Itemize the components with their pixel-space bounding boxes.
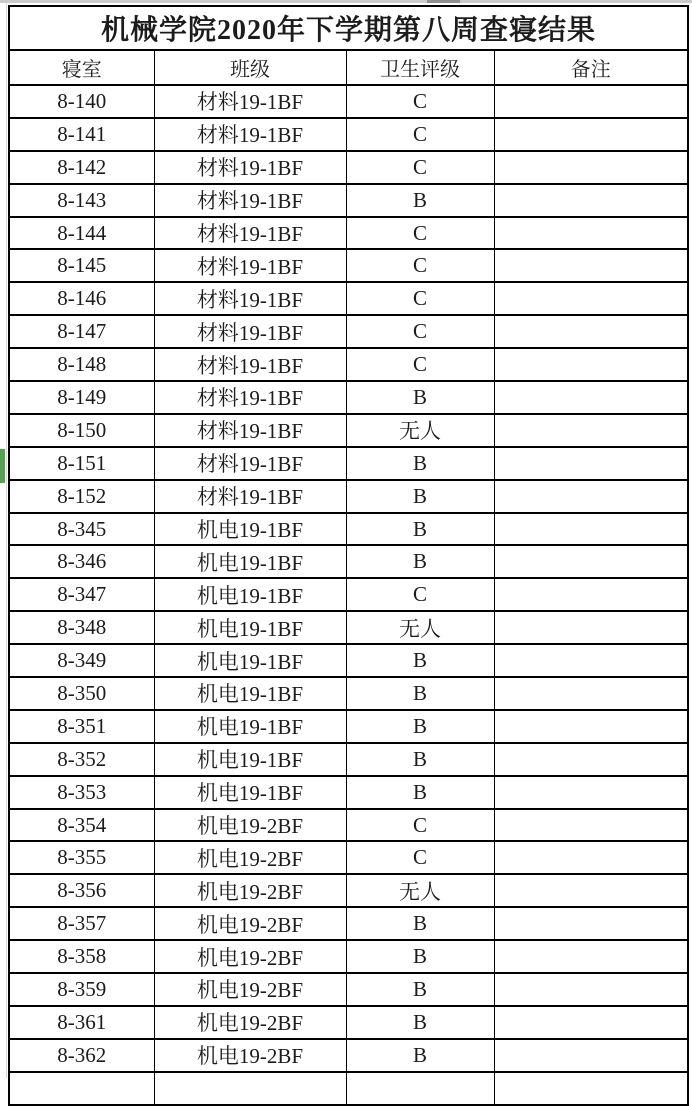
cell-class[interactable]: 机电19-1BF <box>154 545 346 578</box>
cell-dorm[interactable]: 8-149 <box>9 381 154 414</box>
cell-note[interactable] <box>494 940 688 973</box>
cell-class[interactable]: 材料19-1BF <box>154 315 346 348</box>
table-row <box>9 611 688 644</box>
cell-dorm[interactable]: 8-349 <box>9 644 154 677</box>
cell-note[interactable] <box>494 545 688 578</box>
cell-dorm[interactable]: 8-144 <box>9 217 154 250</box>
cell-class[interactable]: 材料19-1BF <box>154 348 346 381</box>
column-header-rating[interactable]: 卫生评级 <box>346 50 494 85</box>
table-row <box>9 874 688 907</box>
table-row <box>9 1039 688 1072</box>
table-row <box>9 348 688 381</box>
table-row <box>9 217 688 250</box>
cell-note[interactable] <box>494 644 688 677</box>
cell-rating[interactable]: B <box>346 973 494 1006</box>
table-row <box>9 809 688 842</box>
cell-class[interactable]: 材料19-1BF <box>154 414 346 447</box>
cell-note[interactable] <box>494 1039 688 1072</box>
cell-class[interactable]: 材料19-1BF <box>154 151 346 184</box>
cell-class[interactable]: 机电19-2BF <box>154 907 346 940</box>
cell-note[interactable] <box>494 348 688 381</box>
cell-dorm[interactable]: 8-361 <box>9 1006 154 1039</box>
cell-note[interactable] <box>494 1006 688 1039</box>
cell-rating[interactable]: B <box>346 677 494 710</box>
cell-note[interactable] <box>494 973 688 1006</box>
table-row <box>9 973 688 1006</box>
cell-note[interactable] <box>494 217 688 250</box>
cell-rating[interactable]: C <box>346 85 494 118</box>
empty-cell[interactable] <box>154 1072 346 1105</box>
cell-note[interactable] <box>494 249 688 282</box>
empty-cell[interactable] <box>9 1072 154 1105</box>
table-row <box>9 841 688 874</box>
cell-class[interactable]: 机电19-2BF <box>154 1039 346 1072</box>
cell-rating[interactable]: B <box>346 1006 494 1039</box>
cell-note[interactable] <box>494 809 688 842</box>
cell-note[interactable] <box>494 776 688 809</box>
table-row <box>9 545 688 578</box>
cell-dorm[interactable]: 8-354 <box>9 809 154 842</box>
cell-rating[interactable]: B <box>346 710 494 743</box>
cell-dorm[interactable]: 8-150 <box>9 414 154 447</box>
cell-rating[interactable]: 无人 <box>346 611 494 644</box>
cell-dorm[interactable]: 8-350 <box>9 677 154 710</box>
table-row <box>9 118 688 151</box>
cell-rating[interactable]: C <box>346 217 494 250</box>
cell-note[interactable] <box>494 381 688 414</box>
cell-note[interactable] <box>494 874 688 907</box>
cell-dorm[interactable]: 8-151 <box>9 447 154 480</box>
table-row <box>9 776 688 809</box>
table-row <box>9 249 688 282</box>
cell-rating[interactable]: C <box>346 282 494 315</box>
table-row <box>9 151 688 184</box>
cell-class[interactable]: 材料19-1BF <box>154 217 346 250</box>
table-row <box>9 940 688 973</box>
table-row <box>9 381 688 414</box>
cell-rating[interactable]: C <box>346 315 494 348</box>
cell-class[interactable]: 机电19-1BF <box>154 776 346 809</box>
cell-rating[interactable]: B <box>346 545 494 578</box>
cell-class[interactable]: 材料19-1BF <box>154 118 346 151</box>
cell-note[interactable] <box>494 907 688 940</box>
cell-note[interactable] <box>494 85 688 118</box>
cell-class[interactable]: 机电19-1BF <box>154 578 346 611</box>
cell-class[interactable]: 机电19-2BF <box>154 940 346 973</box>
cell-class[interactable]: 材料19-1BF <box>154 184 346 217</box>
cell-note[interactable] <box>494 677 688 710</box>
column-header-note[interactable]: 备注 <box>494 50 688 85</box>
cell-rating[interactable]: C <box>346 348 494 381</box>
table-row <box>9 480 688 513</box>
table-row <box>9 578 688 611</box>
table-row <box>9 414 688 447</box>
table-row <box>9 743 688 776</box>
cell-rating[interactable]: B <box>346 743 494 776</box>
table-row <box>9 710 688 743</box>
cell-rating[interactable]: C <box>346 151 494 184</box>
cell-dorm[interactable]: 8-345 <box>9 513 154 546</box>
cell-note[interactable] <box>494 151 688 184</box>
table-row <box>9 315 688 348</box>
cell-rating[interactable]: B <box>346 907 494 940</box>
cell-note[interactable] <box>494 414 688 447</box>
cell-dorm[interactable]: 8-355 <box>9 841 154 874</box>
cell-class[interactable]: 机电19-1BF <box>154 710 346 743</box>
cell-dorm[interactable]: 8-356 <box>9 874 154 907</box>
column-header-dorm[interactable]: 寝室 <box>9 50 154 85</box>
table-row <box>9 184 688 217</box>
cell-note[interactable] <box>494 480 688 513</box>
cell-class[interactable]: 材料19-1BF <box>154 249 346 282</box>
cell-dorm[interactable]: 8-353 <box>9 776 154 809</box>
cell-class[interactable]: 机电19-2BF <box>154 1006 346 1039</box>
cell-dorm[interactable]: 8-141 <box>9 118 154 151</box>
table-row <box>9 644 688 677</box>
cell-class[interactable]: 机电19-1BF <box>154 644 346 677</box>
cell-class[interactable]: 机电19-2BF <box>154 841 346 874</box>
dorm-inspection-table <box>8 5 689 1106</box>
cell-rating[interactable]: C <box>346 809 494 842</box>
cell-class[interactable]: 机电19-1BF <box>154 611 346 644</box>
table-row <box>9 85 688 118</box>
cell-class[interactable]: 机电19-1BF <box>154 677 346 710</box>
empty-cell[interactable] <box>494 1072 688 1105</box>
cell-class[interactable]: 机电19-2BF <box>154 809 346 842</box>
cell-rating[interactable]: C <box>346 249 494 282</box>
cell-rating[interactable]: C <box>346 578 494 611</box>
cell-note[interactable] <box>494 315 688 348</box>
cell-dorm[interactable]: 8-148 <box>9 348 154 381</box>
cell-dorm[interactable]: 8-359 <box>9 973 154 1006</box>
cell-dorm[interactable]: 8-347 <box>9 578 154 611</box>
empty-cell[interactable] <box>346 1072 494 1105</box>
cell-class[interactable]: 材料19-1BF <box>154 381 346 414</box>
top-edge-strip <box>0 0 692 3</box>
cell-rating[interactable]: C <box>346 118 494 151</box>
cell-dorm[interactable]: 8-351 <box>9 710 154 743</box>
cell-note[interactable] <box>494 578 688 611</box>
cell-dorm[interactable]: 8-352 <box>9 743 154 776</box>
cell-dorm[interactable]: 8-147 <box>9 315 154 348</box>
cell-dorm[interactable]: 8-358 <box>9 940 154 973</box>
cell-class[interactable]: 机电19-1BF <box>154 513 346 546</box>
cell-dorm[interactable]: 8-142 <box>9 151 154 184</box>
cell-class[interactable]: 材料19-1BF <box>154 282 346 315</box>
cell-rating[interactable]: B <box>346 644 494 677</box>
cell-rating[interactable]: C <box>346 841 494 874</box>
table-row <box>9 282 688 315</box>
table-row <box>9 447 688 480</box>
table-row <box>9 513 688 546</box>
cell-rating[interactable]: B <box>346 447 494 480</box>
column-header-class[interactable]: 班级 <box>154 50 346 85</box>
cell-class[interactable]: 材料19-1BF <box>154 85 346 118</box>
cell-dorm[interactable]: 8-146 <box>9 282 154 315</box>
cell-class[interactable]: 机电19-1BF <box>154 743 346 776</box>
cell-note[interactable] <box>494 611 688 644</box>
cell-class[interactable]: 机电19-2BF <box>154 973 346 1006</box>
cell-rating[interactable]: 无人 <box>346 414 494 447</box>
sheet-gridline <box>6 3 7 1078</box>
cell-rating[interactable]: B <box>346 513 494 546</box>
cell-class[interactable]: 材料19-1BF <box>154 480 346 513</box>
cell-class[interactable]: 机电19-2BF <box>154 874 346 907</box>
table-row <box>9 1006 688 1039</box>
cell-dorm[interactable]: 8-346 <box>9 545 154 578</box>
cell-dorm[interactable]: 8-143 <box>9 184 154 217</box>
cell-note[interactable] <box>494 743 688 776</box>
cell-dorm[interactable]: 8-145 <box>9 249 154 282</box>
cell-rating[interactable]: B <box>346 480 494 513</box>
cell-rating[interactable]: B <box>346 381 494 414</box>
title-row <box>9 6 688 50</box>
top-edge-tick <box>427 0 460 3</box>
cell-rating[interactable]: B <box>346 1039 494 1072</box>
table-row <box>9 677 688 710</box>
partial-row <box>9 1072 688 1105</box>
cell-note[interactable] <box>494 184 688 217</box>
cell-rating[interactable]: 无人 <box>346 874 494 907</box>
cell-rating[interactable]: B <box>346 776 494 809</box>
cell-note[interactable] <box>494 282 688 315</box>
header-row <box>9 50 688 85</box>
cell-dorm[interactable]: 8-362 <box>9 1039 154 1072</box>
cell-rating[interactable]: B <box>346 184 494 217</box>
cell-note[interactable] <box>494 710 688 743</box>
cell-note[interactable] <box>494 513 688 546</box>
cell-class[interactable]: 材料19-1BF <box>154 447 346 480</box>
cell-note[interactable] <box>494 447 688 480</box>
table-title: 机械学院2020年下学期第八周查寝结果 <box>9 6 688 50</box>
cell-note[interactable] <box>494 118 688 151</box>
cell-dorm[interactable]: 8-140 <box>9 85 154 118</box>
cell-note[interactable] <box>494 841 688 874</box>
cell-rating[interactable]: B <box>346 940 494 973</box>
cell-dorm[interactable]: 8-357 <box>9 907 154 940</box>
cell-dorm[interactable]: 8-348 <box>9 611 154 644</box>
cell-dorm[interactable]: 8-152 <box>9 480 154 513</box>
table-row <box>9 907 688 940</box>
active-row-indicator <box>0 449 5 483</box>
